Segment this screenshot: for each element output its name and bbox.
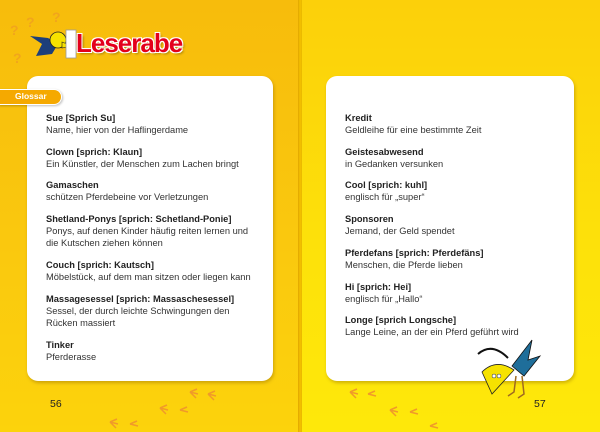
glossary-term: Tinker [46,339,74,350]
leserabe-logo [28,24,183,64]
glossary-definition: Lange Leine, an der ein Pferd geführt wird [345,327,519,338]
glossary-entry [46,339,263,363]
glossary-entry [345,247,564,271]
glossary-entry [345,146,564,170]
glossary-entry [46,259,263,283]
glossary-term: Shetland-Ponys [sprich: Schetland-Ponie] [46,214,232,225]
glossary-entry [46,293,263,329]
glossary-term: Massagesessel [sprich: Massaschesessel] [46,293,235,304]
book-gutter [298,0,302,432]
glossary-term: Sponsoren [345,214,394,225]
glossary-entry [345,281,564,305]
glossary-term: Hi [sprich: Hei] [345,281,412,292]
glossary-definition: Pferderasse [46,351,97,362]
logo-text: Leserabe [76,28,183,58]
bird-tracks-icon [40,384,270,432]
glossary-entry [46,146,263,170]
glossary-term: Gamaschen [46,180,99,191]
glossary-definition: Name, hier von der Haflingerdame [46,125,189,135]
question-mark-icon: ? [13,50,22,66]
glossary-definition: Ponys, auf denen Kinder häufig reiten lernen und die Kutschen ziehen können [46,226,249,249]
glossary-definition: in Gedanken versunken [345,158,444,169]
bird-tracks-icon [340,384,480,432]
glossary-term: Longe [sprich Longsche] [345,315,457,326]
glossary-definition: englisch für „super“ [345,192,425,203]
glossary-definition: Möbelstück, auf dem man sitzen oder liegen kann [46,272,251,283]
glossary-definition: englisch für „Hallo“ [345,293,423,304]
glossary-entry [46,179,263,203]
glossary-term: Couch [sprich: Kautsch] [46,260,154,271]
glossary-entry [345,314,564,338]
raven-mascot-icon [28,24,78,64]
glossary-term: Sue [Sprich Su] [46,113,116,123]
right-page [300,0,600,432]
glossar-tab: Glossar [0,89,62,105]
glossary-entry [345,112,564,136]
glossary-entry [46,213,263,249]
glossary-entry [345,179,564,203]
glossary-entry [46,112,263,136]
glossary-term: Pferdefans [sprich: Pferdefäns] [345,247,484,258]
raven-mascot-icon [472,336,542,402]
glossary-term: Geistesabwesend [345,146,424,157]
glossary-list [345,112,564,348]
page-number: 56 [50,398,62,410]
question-mark-icon: ? [52,9,61,25]
glossary-definition: Sessel, der durch leichte Schwingungen den Rücken massiert [46,305,230,328]
glossary-definition: Menschen, die Pferde lieben [345,259,463,270]
question-mark-icon: ? [10,22,19,38]
glossary-entry [345,213,564,237]
glossary-definition: Ein Künstler, der Menschen zum Lachen bringt [46,158,239,169]
glossary-list [46,112,263,372]
glossary-term: Clown [sprich: Klaun] [46,146,143,157]
page-number: 57 [534,398,546,410]
glossary-definition: Geldleihe für eine bestimmte Zeit [345,125,482,135]
glossary-definition: schützen Pferdebeine vor Verletzungen [46,192,209,203]
glossary-definition: Jemand, der Geld spendet [345,226,455,237]
glossary-card-left [27,76,273,381]
glossary-term: Cool [sprich: kuhl] [345,180,428,191]
question-mark-icon: ? [26,14,35,30]
glossary-term: Kredit [345,113,372,123]
